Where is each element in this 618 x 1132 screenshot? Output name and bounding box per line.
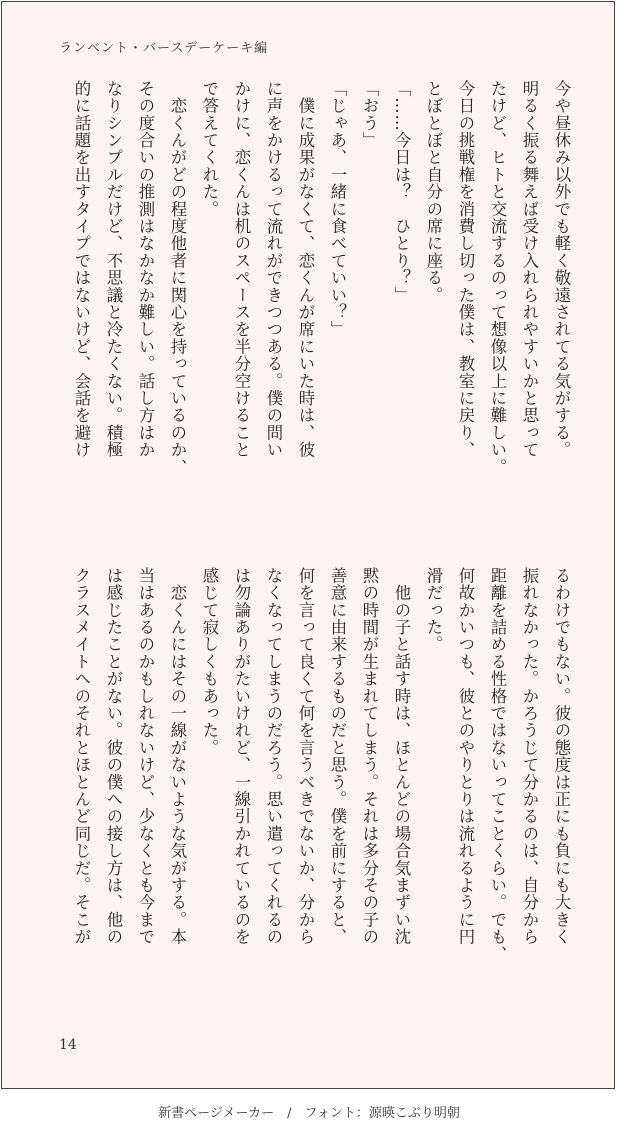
text-line: るわけでもない。彼の態度は正にも負にも大きく — [552, 567, 571, 946]
text-block-bottom — [65, 567, 577, 1017]
text-line: 滑だった。 — [424, 567, 443, 653]
text-line: 今日の挑戦権を消費し切った僕は、教室に戻り、 — [456, 80, 475, 459]
text-line: その度合いの推測はなかなか難しい。話し方はか — [136, 80, 155, 459]
text-line: なくなってしまうのだろう。思い遣ってくれるの — [264, 567, 283, 946]
text-line: 他の子と話す時は、ほとんどの場合気まずい沈 — [392, 567, 411, 946]
text-line: 善意に由来するものだと思う。僕を前にすると、 — [328, 567, 347, 946]
text-line: に声をかけるって流れができつつある。僕の問い — [264, 80, 283, 459]
text-line: 「おう」 — [360, 80, 379, 149]
footer-credit: 新書ページメーカー / フォント：源暎こぶり明朝 — [158, 1106, 460, 1121]
text-line: 「……今日は？ ひとり？」 — [392, 80, 411, 304]
text-line: クラスメイトへのそれとほとんど同じだ。そこが — [72, 567, 91, 946]
text-block-top — [65, 80, 577, 530]
text-line: 距離を詰める性格ではないってことくらい。でも、 — [488, 567, 507, 963]
text-line: は感じたことがない。彼の僕への接し方は、他の — [104, 567, 123, 946]
text-line: 恋くんにはその一線がないような気がする。本 — [168, 567, 187, 946]
running-header: ランベント・バースデーケーキ編 — [59, 41, 269, 56]
text-line: 黙の時間が生まれてしまう。それは多分その子の — [360, 567, 379, 946]
text-line: たけど、ヒトと交流するのって想像以上に難しい。 — [488, 80, 507, 476]
text-line: 「じゃあ、一緒に食べていい？」 — [328, 80, 347, 338]
text-line: 振れなかった。かろうじて分かるのは、自分から — [520, 567, 539, 946]
text-line: なりシンプルだけど、不思議と冷たくない。積極 — [104, 80, 123, 459]
text-line: 僕に成果がなくて、恋くんが席にいた時は、彼 — [296, 80, 315, 459]
text-line: 恋くんがどの程度他者に関心を持っているのか、 — [168, 80, 187, 476]
text-line: かけに、恋くんは机のスペースを半分空けること — [232, 80, 251, 459]
text-line: 明るく振る舞えば受け入れられやすいかと思って — [520, 80, 539, 459]
text-line: 何故かいつも、彼とのやりとりは流れるように円 — [456, 567, 475, 946]
text-line: 的に話題を出すタイプではないけど、会話を避け — [72, 80, 91, 459]
text-line: 当はあるのかもしれないけど、少なくとも今まで — [136, 567, 155, 946]
text-line: 何を言って良くて何を言うべきでないか、分から — [296, 567, 315, 946]
page-number: 14 — [59, 1037, 77, 1053]
book-page — [1, 1, 615, 1089]
text-line: で答えてくれた。 — [200, 80, 219, 218]
text-line: は勿論ありがたいけれど、一線引かれているのを — [232, 567, 251, 946]
text-line: 今や昼休み以外でも軽く敬遠されてる気がする。 — [552, 80, 571, 459]
text-line: 感じて寂しくもあった。 — [200, 567, 219, 757]
text-line: とぼとぼと自分の席に座る。 — [424, 80, 443, 304]
